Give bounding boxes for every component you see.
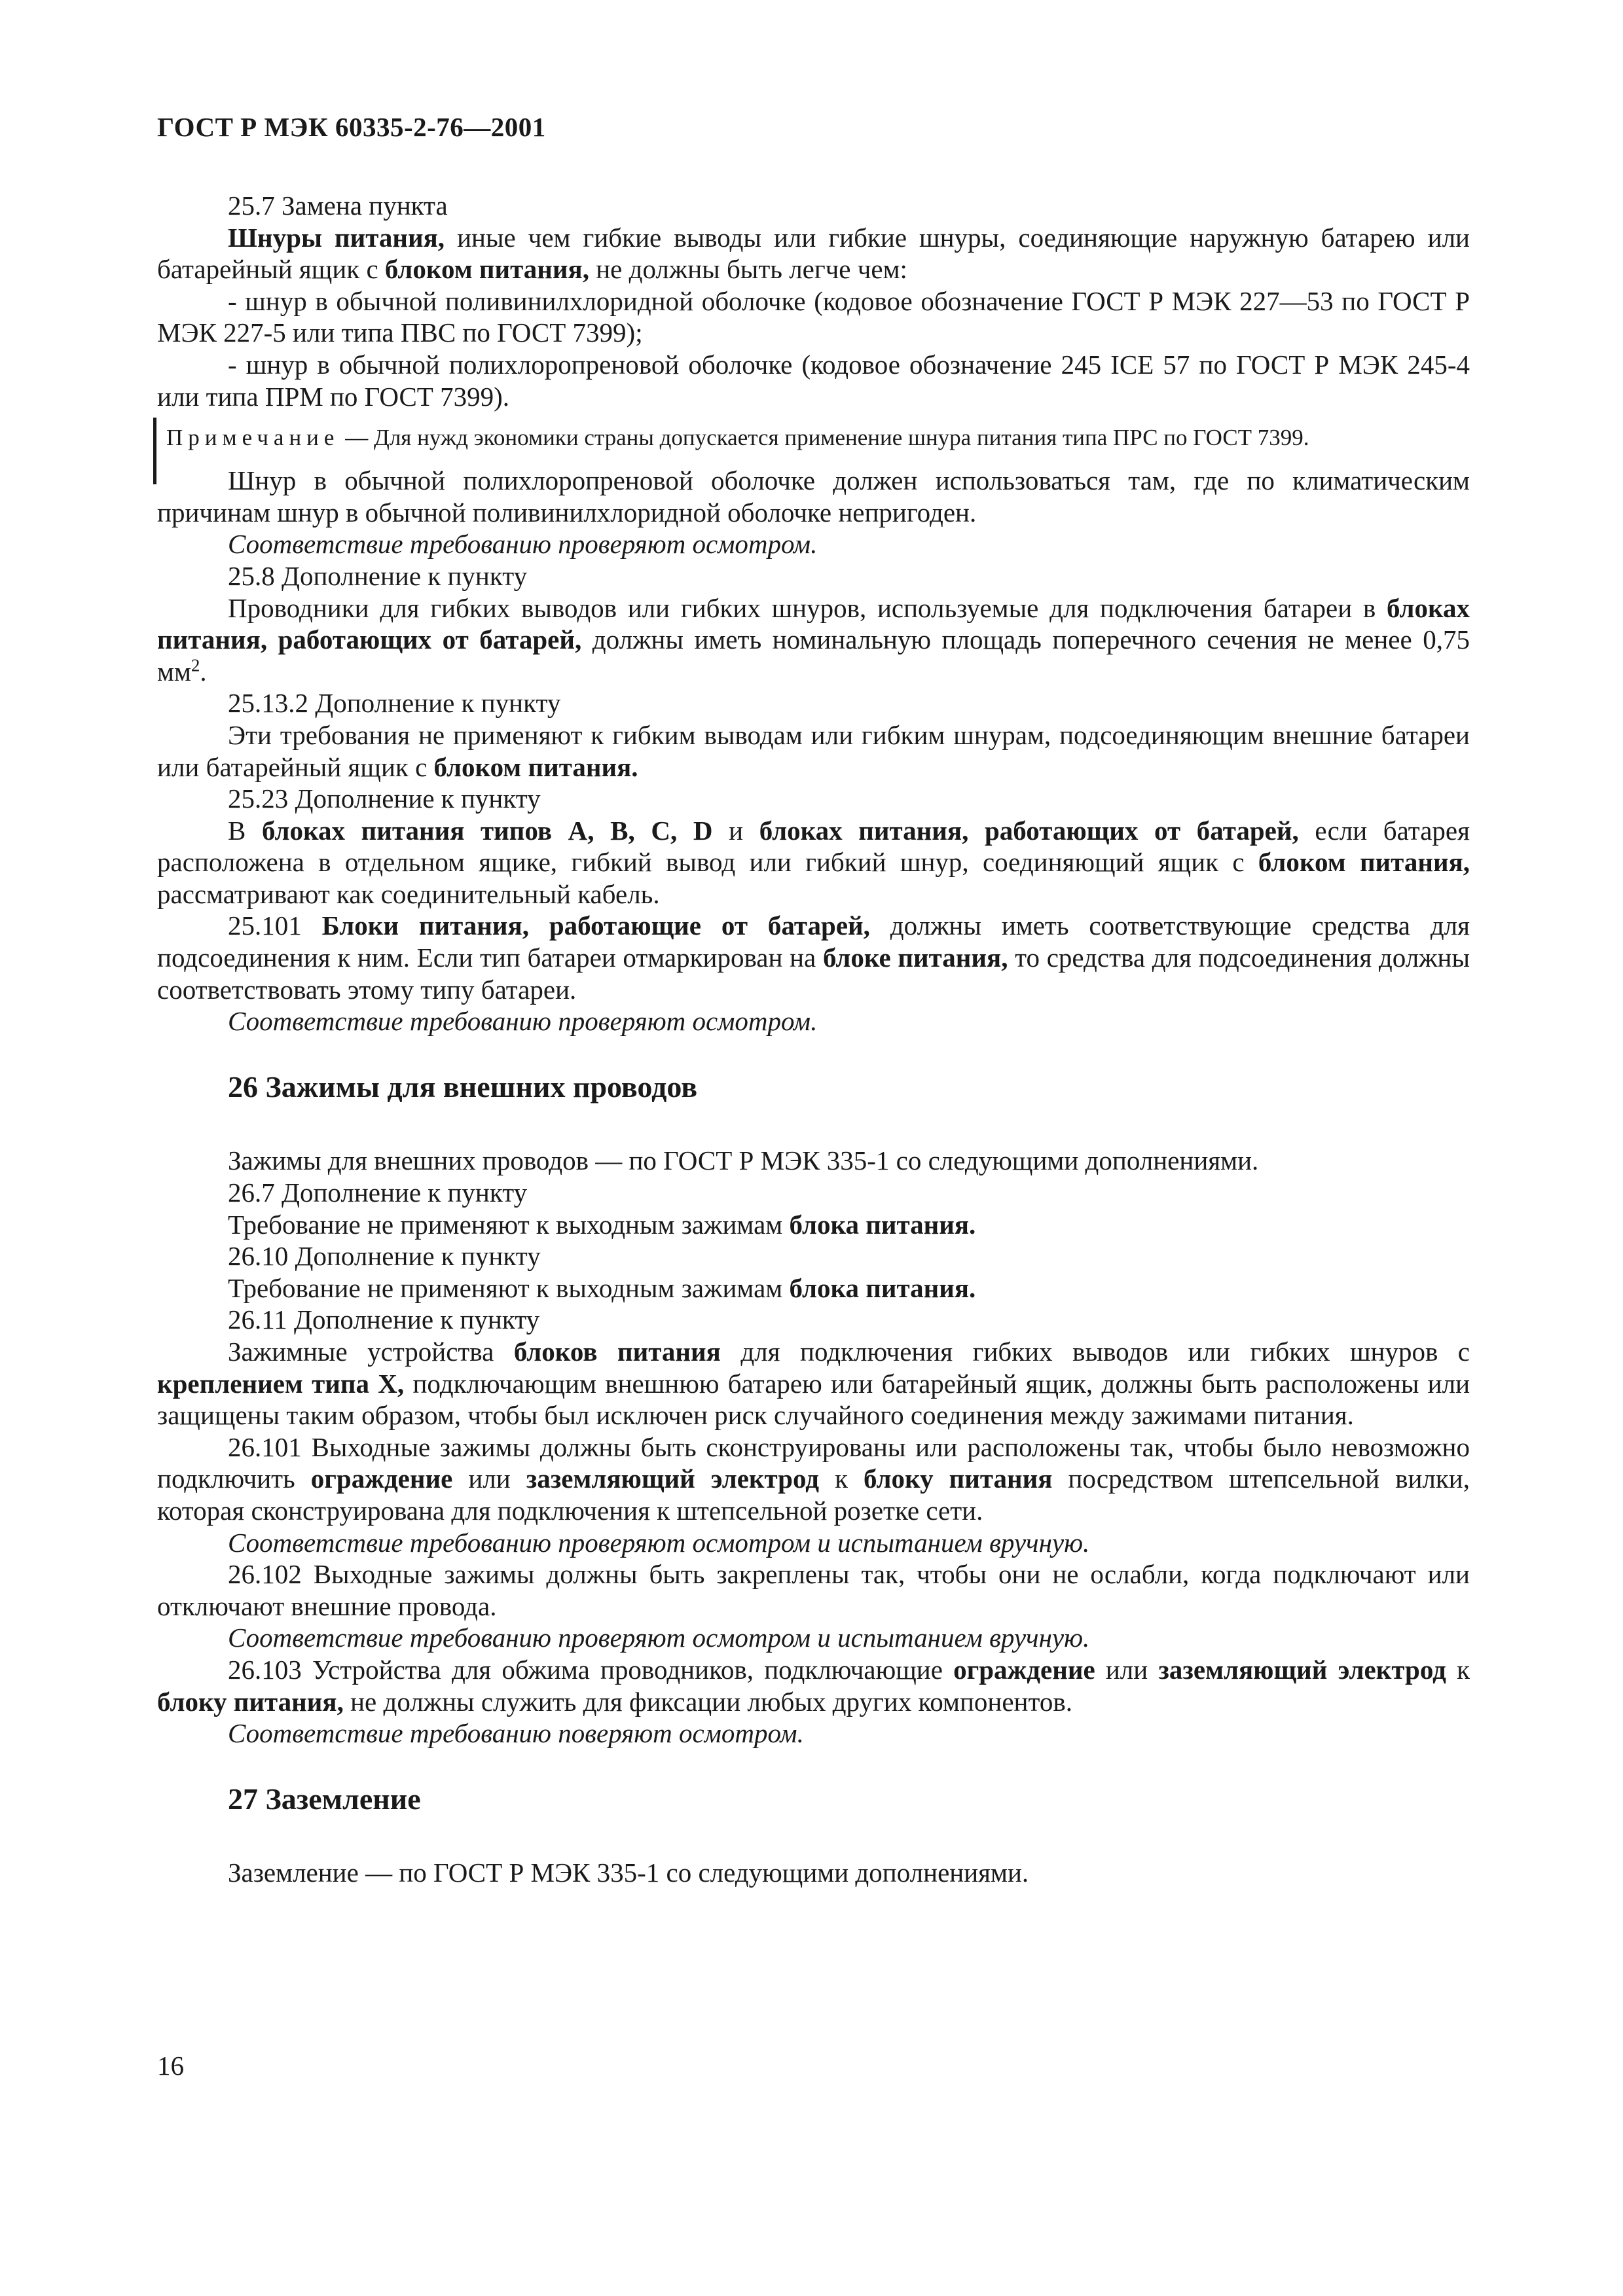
clause-25-7-number: 25.7 Замена пункта — [228, 190, 448, 221]
term-power-supply: блоку питания — [864, 1463, 1053, 1494]
clause-25-7-paragraph — [157, 222, 1470, 285]
term-power-supply: блоком питания. — [433, 751, 638, 782]
term-power-supply: блоку питания, — [157, 1686, 344, 1717]
clause-26-102-paragraph: 26.102 Выходные зажимы должны быть закреплены так, чтобы они не ослабли, когда подключают или отключают внешние провода. — [157, 1559, 1470, 1621]
clause-26-7-number: 26.7 Дополнение к пункту — [228, 1177, 528, 1208]
text-run: посредством штепсельной вилки, которая сконструирована для подключения к штепсельной розетке сети. — [157, 1463, 1470, 1526]
term-enclosure: ограждение — [953, 1654, 1095, 1685]
section-27-heading: 27 Заземление — [228, 1782, 421, 1816]
note-text: — Для нужд экономики страны допускается применение шнура питания типа ПРС по ГОСТ 7399. — [339, 425, 1309, 451]
clause-26-7-paragraph — [157, 1209, 1470, 1241]
text-run: 26.101 Выходные зажимы должны быть сконструированы или расположены так, чтобы было невозможно подключить — [157, 1431, 1470, 1494]
compliance-check: Соответствие требованию поверяют осмотром. — [228, 1718, 804, 1749]
clause-25-7-paragraph-2: Шнур в обычной полихлоропреновой оболочке должен использоваться там, где по климатическим причинам шнур в обычной поливинилхлоридной оболочке непригоден. — [157, 465, 1470, 528]
text-run: для подключения гибких выводов или гибких шнуров с — [720, 1336, 1470, 1367]
text-run: Проводники для гибких выводов или гибких шнуров, используемые для подключения батареи в — [228, 592, 1387, 623]
term-power-cords: Шнуры питания, — [228, 222, 445, 253]
text-run: Эти требования не применяют к гибким выводам или гибким шнурам, подсоединяющим внешние батареи или батарейный ящик с — [157, 719, 1470, 782]
text-run: должны иметь соответствующие средства для подсоединения к ним. Если тип батареи отмаркирован на — [157, 910, 1470, 973]
text-run: иные чем гибкие выводы или гибкие шнуры, соединяющие наружную батарею или батарейный ящик с — [157, 222, 1470, 285]
term-power-supply: блока питания. — [789, 1209, 976, 1240]
text-run: не должны быть легче чем: — [589, 254, 907, 285]
section-26-intro: Зажимы для внешних проводов — по ГОСТ Р МЭК 335-1 со следующими дополнениями. — [228, 1145, 1259, 1176]
clause-26-10-paragraph — [157, 1272, 1470, 1304]
clause-25-23-paragraph — [157, 815, 1470, 910]
term-battery-power-supply: блоках питания, работающих от батарей, — [157, 592, 1470, 655]
text-run: . — [200, 656, 207, 687]
document-header: ГОСТ Р МЭК 60335-2-76—2001 — [157, 112, 546, 142]
clause-26-10-number: 26.10 Дополнение к пункту — [228, 1241, 541, 1272]
compliance-check: Соответствие требованию проверяют осмотром. — [228, 1006, 818, 1037]
text-run: В — [228, 815, 262, 846]
clause-25-8-number: 25.8 Дополнение к пункту — [228, 560, 528, 591]
text-run: Зажимные устройства — [228, 1336, 514, 1367]
clause-26-11-number: 26.11 Дополнение к пункту — [228, 1304, 540, 1335]
term-power-supply: блока питания. — [789, 1272, 976, 1303]
text-run: или — [1095, 1654, 1159, 1685]
text-run: должны иметь номинальную площадь поперечного сечения не менее 0,75 мм — [157, 624, 1470, 687]
compliance-check: Соответствие требованию проверяют осмотром и испытанием вручную. — [228, 1527, 1090, 1558]
compliance-check: Соответствие требованию проверяют осмотром. — [228, 529, 818, 560]
clause-25-13-2-paragraph — [157, 719, 1470, 783]
text-run: то средства для подсоединения должны соответствовать этому типу батареи. — [157, 942, 1470, 1005]
clause-25-23-number: 25.23 Дополнение к пункту — [228, 783, 541, 814]
text-run: подключающим внешнюю батарею или батарейный ящик, должны быть расположены или защищены таким образом, чтобы был исключен риск случайного соединения между зажимами питания. — [157, 1368, 1470, 1431]
term-power-supply-types: блоках питания типов А, В, С, D — [261, 815, 713, 846]
note — [157, 422, 1470, 454]
term-earthing-electrode: заземляющий электрод — [1158, 1654, 1446, 1685]
text-run: Требование не применяют к выходным зажимам — [228, 1272, 790, 1303]
term-battery-power-supplies: Блоки питания, работающие от батарей, — [321, 910, 870, 941]
section-26-heading: 26 Зажимы для внешних проводов — [228, 1069, 698, 1103]
term-battery-power-supply: блоках питания, работающих от батарей, — [759, 815, 1299, 846]
term-power-supply: блоком питания, — [1258, 847, 1470, 878]
clause-26-11-paragraph — [157, 1336, 1470, 1431]
term-power-supply: блоком питания, — [384, 254, 589, 285]
clause-25-13-2-number: 25.13.2 Дополнение к пункту — [228, 688, 561, 719]
term-power-supply: блоке питания, — [822, 942, 1008, 973]
term-earthing-electrode: заземляющий электрод — [526, 1463, 820, 1494]
text-run: Требование не применяют к выходным зажимам — [228, 1209, 790, 1240]
list-item: - шнур в обычной поливинилхлоридной оболочке (кодовое обозначение ГОСТ Р МЭК 227—53 по ГОСТ Р МЭК 227-5 или типа ПВС по ГОСТ 7399); — [157, 285, 1470, 348]
compliance-check: Соответствие требованию проверяют осмотром и испытанием вручную. — [228, 1623, 1090, 1653]
clause-26-101-paragraph — [157, 1431, 1470, 1527]
term-enclosure: ограждение — [310, 1463, 453, 1494]
list-item: - шнур в обычной полихлоропреновой оболочке (кодовое обозначение 245 ICE 57 по ГОСТ Р МЭК 245-4 или типа ПРМ по ГОСТ 7399). — [157, 349, 1470, 412]
term-type-x-attachment: креплением типа X, — [157, 1368, 405, 1399]
text-run: не должны служить для фиксации любых других компонентов. — [343, 1686, 1072, 1717]
superscript: 2 — [191, 655, 200, 675]
text-run: к — [819, 1463, 864, 1494]
text-run: 26.103 Устройства для обжима проводников, подключающие — [228, 1654, 954, 1685]
clause-25-101-paragraph — [157, 910, 1470, 1005]
section-27-intro: Заземление — по ГОСТ Р МЭК 335-1 со следующими дополнениями. — [228, 1857, 1029, 1888]
clause-number: 25.101 — [228, 910, 322, 941]
text-run: к — [1446, 1654, 1470, 1685]
text-run: если батарея расположена в отдельном ящике, гибкий вывод или гибкий шнур, соединяющий ящик с — [157, 815, 1470, 878]
text-run: и — [712, 815, 759, 846]
page-number: 16 — [157, 2051, 184, 2081]
text-run: рассматривают как соединительный кабель. — [157, 878, 660, 909]
change-bar — [153, 418, 156, 484]
clause-25-8-paragraph — [157, 592, 1470, 688]
document-body — [157, 190, 1470, 1889]
note-label: Примечание — [166, 425, 340, 451]
text-run: или — [452, 1463, 526, 1494]
term-power-supplies: блоков питания — [513, 1336, 721, 1367]
clause-26-103-paragraph — [157, 1654, 1470, 1717]
